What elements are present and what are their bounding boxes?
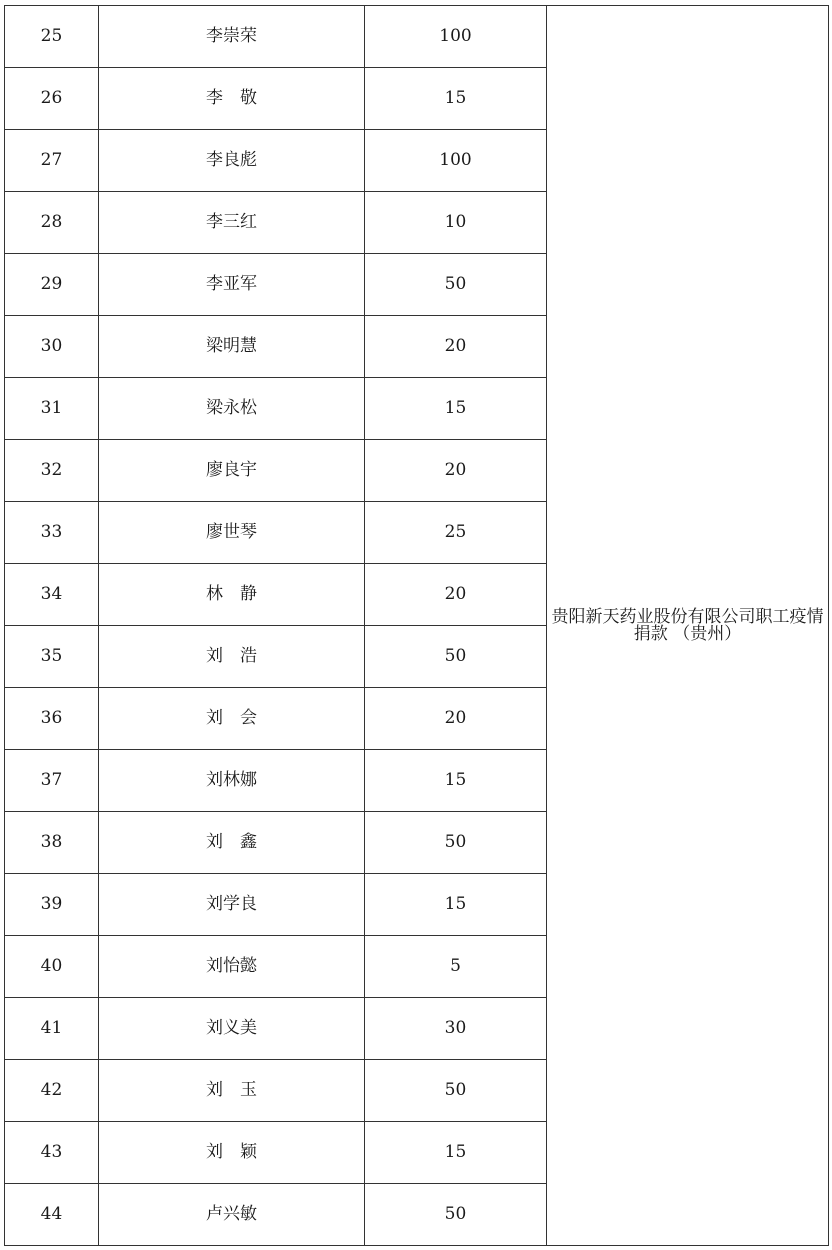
amount-cell: 50 bbox=[365, 1184, 547, 1246]
amount-cell: 50 bbox=[365, 254, 547, 316]
row-number-cell: 42 bbox=[5, 1060, 99, 1122]
donor-name-cell: 梁明慧 bbox=[99, 316, 365, 378]
row-number-cell: 32 bbox=[5, 440, 99, 502]
row-number-cell: 34 bbox=[5, 564, 99, 626]
row-number-cell: 30 bbox=[5, 316, 99, 378]
donor-name-cell: 刘 鑫 bbox=[99, 812, 365, 874]
donor-name-cell: 廖良宇 bbox=[99, 440, 365, 502]
donor-name-cell: 刘 玉 bbox=[99, 1060, 365, 1122]
donor-name-cell: 刘怡懿 bbox=[99, 936, 365, 998]
amount-cell: 20 bbox=[365, 440, 547, 502]
donor-name-cell: 刘 颖 bbox=[99, 1122, 365, 1184]
row-number-cell: 35 bbox=[5, 626, 99, 688]
donor-name-cell: 林 静 bbox=[99, 564, 365, 626]
amount-cell: 50 bbox=[365, 1060, 547, 1122]
donor-name-cell: 梁永松 bbox=[99, 378, 365, 440]
donor-name-cell: 李崇荣 bbox=[99, 6, 365, 68]
donation-note-text: 贵阳新天药业股份有限公司职工疫情捐款 （贵州） bbox=[551, 606, 824, 644]
amount-cell: 15 bbox=[365, 874, 547, 936]
amount-cell: 5 bbox=[365, 936, 547, 998]
amount-cell: 15 bbox=[365, 68, 547, 130]
donor-name-cell: 刘林娜 bbox=[99, 750, 365, 812]
amount-cell: 10 bbox=[365, 192, 547, 254]
table-body bbox=[5, 6, 829, 1246]
row-number-cell: 29 bbox=[5, 254, 99, 316]
row-number-cell: 28 bbox=[5, 192, 99, 254]
amount-cell: 20 bbox=[365, 316, 547, 378]
donor-name-cell: 李良彪 bbox=[99, 130, 365, 192]
amount-cell: 50 bbox=[365, 812, 547, 874]
amount-cell: 100 bbox=[365, 6, 547, 68]
donor-name-cell: 刘学良 bbox=[99, 874, 365, 936]
row-number-cell: 44 bbox=[5, 1184, 99, 1246]
donor-name-cell: 刘义美 bbox=[99, 998, 365, 1060]
amount-cell: 15 bbox=[365, 1122, 547, 1184]
row-number-cell: 43 bbox=[5, 1122, 99, 1184]
row-number-cell: 27 bbox=[5, 130, 99, 192]
row-number-cell: 41 bbox=[5, 998, 99, 1060]
donor-name-cell: 刘 会 bbox=[99, 688, 365, 750]
row-number-cell: 33 bbox=[5, 502, 99, 564]
row-number-cell: 40 bbox=[5, 936, 99, 998]
amount-cell: 30 bbox=[365, 998, 547, 1060]
amount-cell: 100 bbox=[365, 130, 547, 192]
amount-cell: 50 bbox=[365, 626, 547, 688]
donation-note-cell bbox=[547, 6, 829, 1246]
row-number-cell: 26 bbox=[5, 68, 99, 130]
donor-name-cell: 刘 浩 bbox=[99, 626, 365, 688]
amount-cell: 15 bbox=[365, 378, 547, 440]
row-number-cell: 31 bbox=[5, 378, 99, 440]
row-number-cell: 36 bbox=[5, 688, 99, 750]
row-number-cell: 39 bbox=[5, 874, 99, 936]
donor-name-cell: 廖世琴 bbox=[99, 502, 365, 564]
donor-name-cell: 李 敬 bbox=[99, 68, 365, 130]
table-row bbox=[5, 6, 829, 68]
donor-name-cell: 卢兴敏 bbox=[99, 1184, 365, 1246]
donation-table bbox=[4, 5, 829, 1246]
row-number-cell: 37 bbox=[5, 750, 99, 812]
amount-cell: 15 bbox=[365, 750, 547, 812]
row-number-cell: 25 bbox=[5, 6, 99, 68]
row-number-cell: 38 bbox=[5, 812, 99, 874]
amount-cell: 20 bbox=[365, 688, 547, 750]
donor-name-cell: 李亚军 bbox=[99, 254, 365, 316]
amount-cell: 25 bbox=[365, 502, 547, 564]
amount-cell: 20 bbox=[365, 564, 547, 626]
donor-name-cell: 李三红 bbox=[99, 192, 365, 254]
